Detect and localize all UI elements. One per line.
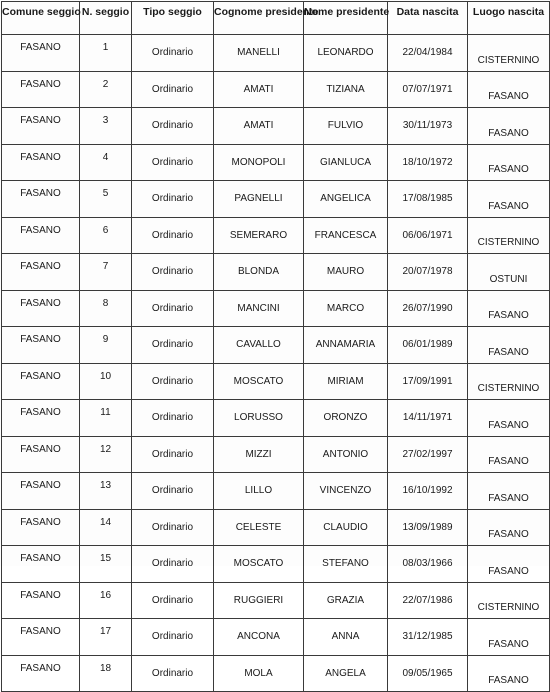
cell-luogo-nascita: FASANO <box>468 71 550 108</box>
header-nome-presidente: Nome presidente <box>304 2 388 35</box>
table-row <box>2 655 550 692</box>
cell-luogo-nascita: OSTUNI <box>468 254 550 291</box>
cell-comune-seggio: FASANO <box>2 546 80 583</box>
cell-luogo-nascita: FASANO <box>468 327 550 364</box>
cell-numero-seggio: 16 <box>80 582 132 619</box>
cell-tipo-seggio: Ordinario <box>132 363 214 400</box>
cell-data-nascita: 26/07/1990 <box>388 290 468 327</box>
cell-comune-seggio: FASANO <box>2 436 80 473</box>
cell-tipo-seggio: Ordinario <box>132 181 214 218</box>
cell-data-nascita: 08/03/1966 <box>388 546 468 583</box>
cell-numero-seggio: 3 <box>80 108 132 145</box>
cell-data-nascita: 30/11/1973 <box>388 108 468 145</box>
table-header <box>2 2 550 35</box>
header-data-nascita: Data nascita <box>388 2 468 35</box>
table-row <box>2 509 550 546</box>
cell-data-nascita: 09/05/1965 <box>388 655 468 692</box>
cell-cognome-presidente: LILLO <box>214 473 304 510</box>
cell-comune-seggio: FASANO <box>2 363 80 400</box>
cell-cognome-presidente: MANCINI <box>214 290 304 327</box>
cell-numero-seggio: 2 <box>80 71 132 108</box>
cell-comune-seggio: FASANO <box>2 582 80 619</box>
cell-comune-seggio: FASANO <box>2 655 80 692</box>
cell-luogo-nascita: FASANO <box>468 473 550 510</box>
cell-numero-seggio: 4 <box>80 144 132 181</box>
cell-tipo-seggio: Ordinario <box>132 35 214 72</box>
cell-nome-presidente: FRANCESCA <box>304 217 388 254</box>
cell-luogo-nascita: FASANO <box>468 436 550 473</box>
cell-luogo-nascita: CISTERNINO <box>468 363 550 400</box>
table-row <box>2 400 550 437</box>
cell-numero-seggio: 13 <box>80 473 132 510</box>
table-row <box>2 290 550 327</box>
cell-luogo-nascita: FASANO <box>468 108 550 145</box>
cell-nome-presidente: MIRIAM <box>304 363 388 400</box>
cell-data-nascita: 17/08/1985 <box>388 181 468 218</box>
cell-luogo-nascita: FASANO <box>468 400 550 437</box>
cell-comune-seggio: FASANO <box>2 35 80 72</box>
cell-nome-presidente: ANNAMARIA <box>304 327 388 364</box>
cell-numero-seggio: 9 <box>80 327 132 364</box>
cell-comune-seggio: FASANO <box>2 509 80 546</box>
cell-luogo-nascita: FASANO <box>468 546 550 583</box>
cell-tipo-seggio: Ordinario <box>132 655 214 692</box>
cell-data-nascita: 18/10/1972 <box>388 144 468 181</box>
cell-data-nascita: 16/10/1992 <box>388 473 468 510</box>
cell-luogo-nascita: CISTERNINO <box>468 582 550 619</box>
table-row <box>2 144 550 181</box>
cell-numero-seggio: 12 <box>80 436 132 473</box>
cell-comune-seggio: FASANO <box>2 473 80 510</box>
cell-tipo-seggio: Ordinario <box>132 290 214 327</box>
table-row <box>2 108 550 145</box>
table-row <box>2 546 550 583</box>
cell-cognome-presidente: MOLA <box>214 655 304 692</box>
cell-comune-seggio: FASANO <box>2 254 80 291</box>
cell-cognome-presidente: SEMERARO <box>214 217 304 254</box>
cell-comune-seggio: FASANO <box>2 400 80 437</box>
header-cognome-presidente: Cognome presidente <box>214 2 304 35</box>
cell-comune-seggio: FASANO <box>2 217 80 254</box>
cell-tipo-seggio: Ordinario <box>132 71 214 108</box>
cell-tipo-seggio: Ordinario <box>132 400 214 437</box>
header-tipo-seggio: Tipo seggio <box>132 2 214 35</box>
table-row <box>2 619 550 656</box>
table-row <box>2 254 550 291</box>
table-row <box>2 473 550 510</box>
table-row <box>2 217 550 254</box>
table-row <box>2 327 550 364</box>
table-row <box>2 35 550 72</box>
cell-comune-seggio: FASANO <box>2 71 80 108</box>
cell-comune-seggio: FASANO <box>2 619 80 656</box>
cell-nome-presidente: LEONARDO <box>304 35 388 72</box>
cell-nome-presidente: GRAZIA <box>304 582 388 619</box>
cell-luogo-nascita: CISTERNINO <box>468 217 550 254</box>
cell-tipo-seggio: Ordinario <box>132 582 214 619</box>
table-row <box>2 436 550 473</box>
table-row <box>2 71 550 108</box>
table-row <box>2 582 550 619</box>
cell-comune-seggio: FASANO <box>2 144 80 181</box>
cell-nome-presidente: FULVIO <box>304 108 388 145</box>
cell-comune-seggio: FASANO <box>2 108 80 145</box>
cell-numero-seggio: 17 <box>80 619 132 656</box>
cell-comune-seggio: FASANO <box>2 290 80 327</box>
cell-numero-seggio: 10 <box>80 363 132 400</box>
table-row <box>2 181 550 218</box>
header-numero-seggio: N. seggio <box>80 2 132 35</box>
cell-cognome-presidente: LORUSSO <box>214 400 304 437</box>
cell-nome-presidente: GIANLUCA <box>304 144 388 181</box>
cell-numero-seggio: 15 <box>80 546 132 583</box>
cell-tipo-seggio: Ordinario <box>132 546 214 583</box>
cell-cognome-presidente: MIZZI <box>214 436 304 473</box>
cell-data-nascita: 14/11/1971 <box>388 400 468 437</box>
cell-luogo-nascita: FASANO <box>468 144 550 181</box>
cell-numero-seggio: 1 <box>80 35 132 72</box>
cell-nome-presidente: ANGELA <box>304 655 388 692</box>
cell-nome-presidente: MAURO <box>304 254 388 291</box>
cell-numero-seggio: 18 <box>80 655 132 692</box>
cell-cognome-presidente: CAVALLO <box>214 327 304 364</box>
cell-cognome-presidente: MOSCATO <box>214 546 304 583</box>
cell-numero-seggio: 6 <box>80 217 132 254</box>
cell-numero-seggio: 8 <box>80 290 132 327</box>
cell-cognome-presidente: MANELLI <box>214 35 304 72</box>
cell-data-nascita: 13/09/1989 <box>388 509 468 546</box>
cell-data-nascita: 27/02/1997 <box>388 436 468 473</box>
cell-nome-presidente: CLAUDIO <box>304 509 388 546</box>
cell-data-nascita: 17/09/1991 <box>388 363 468 400</box>
cell-nome-presidente: ORONZO <box>304 400 388 437</box>
cell-luogo-nascita: FASANO <box>468 619 550 656</box>
cell-data-nascita: 22/04/1984 <box>388 35 468 72</box>
cell-cognome-presidente: CELESTE <box>214 509 304 546</box>
cell-nome-presidente: MARCO <box>304 290 388 327</box>
cell-tipo-seggio: Ordinario <box>132 619 214 656</box>
cell-comune-seggio: FASANO <box>2 327 80 364</box>
cell-tipo-seggio: Ordinario <box>132 108 214 145</box>
header-comune-seggio: Comune seggio <box>2 2 80 35</box>
cell-data-nascita: 20/07/1978 <box>388 254 468 291</box>
cell-luogo-nascita: FASANO <box>468 509 550 546</box>
cell-data-nascita: 06/01/1989 <box>388 327 468 364</box>
cell-luogo-nascita: FASANO <box>468 181 550 218</box>
cell-cognome-presidente: ANCONA <box>214 619 304 656</box>
cell-data-nascita: 31/12/1985 <box>388 619 468 656</box>
cell-tipo-seggio: Ordinario <box>132 436 214 473</box>
cell-numero-seggio: 14 <box>80 509 132 546</box>
cell-nome-presidente: ANGELICA <box>304 181 388 218</box>
cell-numero-seggio: 7 <box>80 254 132 291</box>
cell-numero-seggio: 5 <box>80 181 132 218</box>
cell-nome-presidente: VINCENZO <box>304 473 388 510</box>
cell-luogo-nascita: FASANO <box>468 290 550 327</box>
cell-cognome-presidente: MOSCATO <box>214 363 304 400</box>
cell-nome-presidente: ANNA <box>304 619 388 656</box>
cell-nome-presidente: ANTONIO <box>304 436 388 473</box>
table-body <box>2 35 550 692</box>
cell-cognome-presidente: RUGGIERI <box>214 582 304 619</box>
header-row <box>2 2 550 35</box>
cell-data-nascita: 07/07/1971 <box>388 71 468 108</box>
cell-cognome-presidente: MONOPOLI <box>214 144 304 181</box>
cell-cognome-presidente: AMATI <box>214 71 304 108</box>
cell-data-nascita: 06/06/1971 <box>388 217 468 254</box>
cell-tipo-seggio: Ordinario <box>132 144 214 181</box>
header-luogo-nascita: Luogo nascita <box>468 2 550 35</box>
polling-station-presidents-table <box>1 1 550 692</box>
table-row <box>2 363 550 400</box>
cell-luogo-nascita: FASANO <box>468 655 550 692</box>
cell-tipo-seggio: Ordinario <box>132 509 214 546</box>
cell-nome-presidente: TIZIANA <box>304 71 388 108</box>
cell-cognome-presidente: PAGNELLI <box>214 181 304 218</box>
cell-cognome-presidente: BLONDA <box>214 254 304 291</box>
cell-tipo-seggio: Ordinario <box>132 327 214 364</box>
cell-luogo-nascita: CISTERNINO <box>468 35 550 72</box>
cell-tipo-seggio: Ordinario <box>132 254 214 291</box>
cell-cognome-presidente: AMATI <box>214 108 304 145</box>
cell-comune-seggio: FASANO <box>2 181 80 218</box>
cell-nome-presidente: STEFANO <box>304 546 388 583</box>
cell-tipo-seggio: Ordinario <box>132 217 214 254</box>
cell-numero-seggio: 11 <box>80 400 132 437</box>
cell-data-nascita: 22/07/1986 <box>388 582 468 619</box>
cell-tipo-seggio: Ordinario <box>132 473 214 510</box>
